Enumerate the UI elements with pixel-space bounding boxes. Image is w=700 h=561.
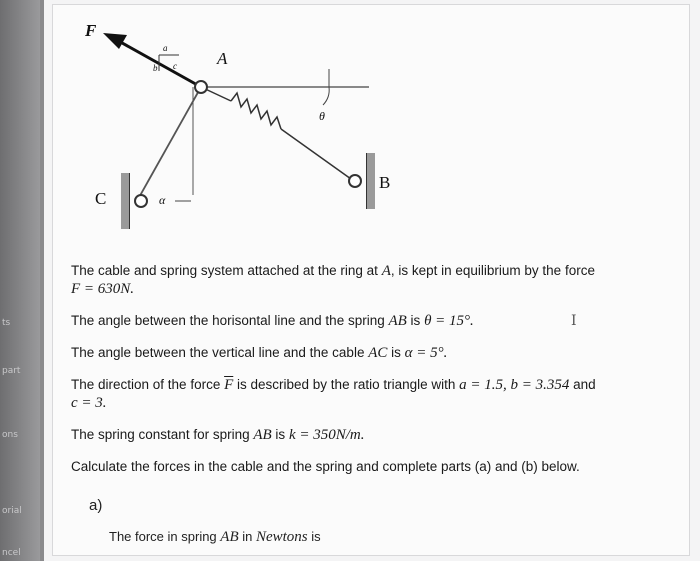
theta-arc	[323, 87, 329, 105]
label-b: B	[379, 173, 391, 192]
label-tri-b: b	[153, 63, 158, 73]
problem-force-value: F = 630N.	[71, 281, 135, 297]
question-box	[52, 4, 690, 556]
part-a-prompt: The force in spring AB in Newtons is	[109, 529, 321, 545]
label-force: F	[85, 21, 97, 40]
label-theta: θ	[319, 109, 325, 123]
sidebar-fragment: ncel	[2, 548, 21, 558]
support-b-hatch	[367, 153, 375, 209]
problem-spring: The spring constant for spring AB is k = 350N/m.	[71, 427, 365, 443]
background-sidebar	[0, 0, 40, 561]
force-arrowhead	[103, 33, 127, 49]
ring-a	[195, 81, 207, 93]
sidebar-fragment: orial	[2, 506, 22, 516]
sidebar-fragment: part	[2, 366, 21, 376]
force-arrow-line	[115, 39, 201, 87]
cable-ac	[137, 87, 201, 201]
pin-c	[135, 195, 147, 207]
label-ring-a: A	[217, 49, 228, 68]
label-tri-a: a	[163, 43, 168, 53]
problem-instruction: Calculate the forces in the cable and the spring and complete parts (a) and (b) below.	[71, 459, 580, 474]
text-cursor-icon: I	[571, 313, 577, 329]
problem-alpha: The angle between the vertical line and the cable AC is α = 5°.	[71, 345, 448, 361]
content-panel	[44, 0, 700, 561]
label-c: C	[95, 189, 107, 208]
problem-intro: The cable and spring system attached at the ring at A, is kept in equilibrium by the force	[71, 263, 595, 279]
label-tri-c: c	[173, 61, 177, 71]
support-c-hatch	[121, 173, 129, 229]
statics-diagram	[53, 5, 689, 245]
spring-segment	[281, 129, 351, 179]
pin-b	[349, 175, 361, 187]
sidebar-fragment: ons	[2, 430, 18, 440]
part-a-label: a)	[89, 497, 103, 514]
spring-coils	[231, 93, 281, 129]
label-alpha: α	[159, 193, 166, 207]
problem-direction: The direction of the force $\overline{F}$ is described by the ratio triangle with a = 1.5, b = 3.354 and	[71, 377, 596, 393]
sidebar-fragment: ts	[2, 318, 11, 328]
problem-direction-c: c = 3.	[71, 395, 107, 411]
problem-theta: The angle between the horisontal line and the spring AB is θ = 15°.	[71, 313, 474, 329]
